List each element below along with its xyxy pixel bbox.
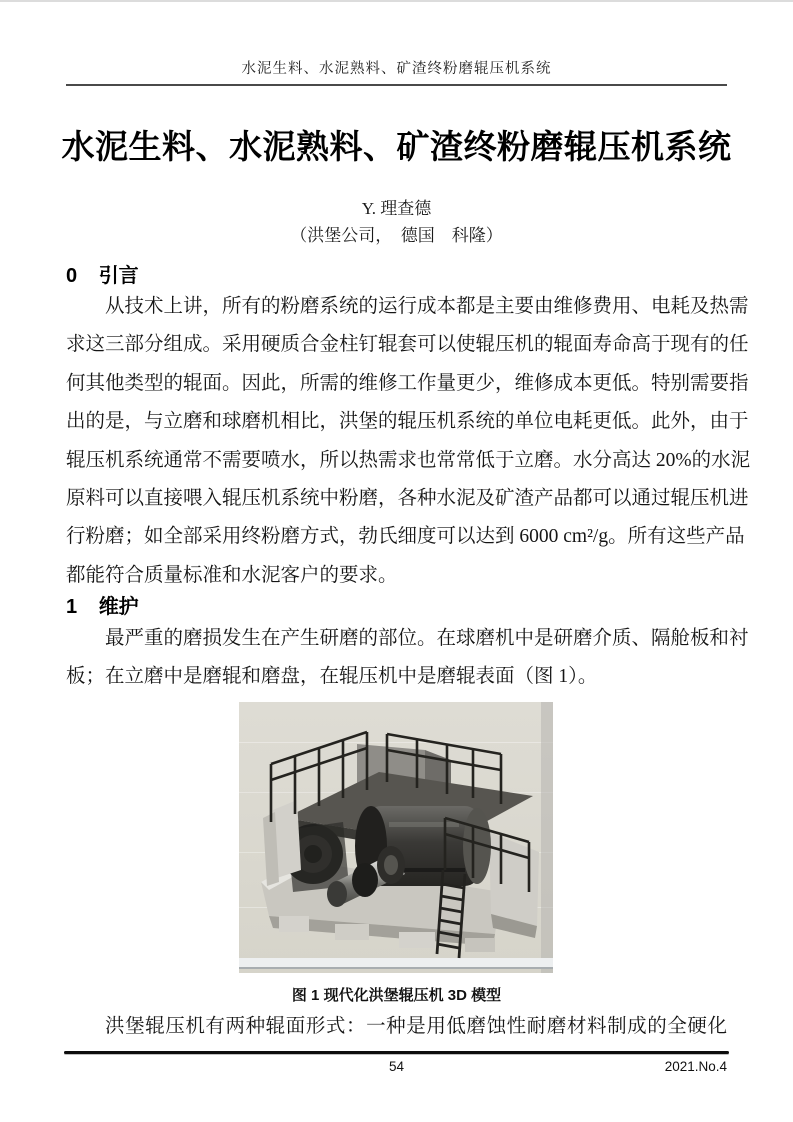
paragraph-line: 何其他类型的辊面。因此，所需的维修工作量更少，维修成本更低。特别需要指	[66, 372, 749, 394]
paragraph-line: 洪堡辊压机有两种辊面形式：一种是用低磨蚀性耐磨材料制成的全硬化	[105, 1016, 727, 1037]
paragraph-line: 最严重的磨损发生在产生研磨的部位。在球磨机中是研磨介质、隔舱板和衬	[105, 628, 749, 649]
section-0-title: 引言	[98, 265, 139, 287]
page-title: 水泥生料、水泥熟料、矿渣终粉磨辊压机系统	[61, 130, 732, 166]
running-header-title: 水泥生料、水泥熟料、矿渣终粉磨辊压机系统	[241, 61, 552, 77]
author-name: Y. 理查德	[361, 199, 432, 218]
paragraph-line: 求这三部分组成。采用硬质合金柱钉辊套可以使辊压机的辊面寿命高于现有的任	[66, 334, 749, 356]
header-rule	[66, 84, 727, 86]
paragraph-line: 出的是，与立磨和球磨机相比，洪堡的辊压机系统的单位电耗更低。此外，由于	[66, 411, 749, 433]
after-figure-paragraph	[66, 1008, 727, 1046]
paragraph-line: 辊压机系统通常不需要喷水，所以热需求也常常低于立磨。水分高达 20%的水泥	[66, 449, 751, 471]
section-1-title: 维护	[98, 596, 139, 618]
author-affiliation: （洪堡公司， 德国 科隆）	[290, 226, 503, 245]
paragraph-line: 原料可以直接喂入辊压机系统中粉磨，各种水泥及矿渣产品都可以通过辊压机进	[66, 487, 749, 509]
section-0-number: 0	[66, 265, 78, 287]
footer-rule	[64, 1051, 729, 1054]
paragraph-line: 都能符合质量标准和水泥客户的要求。	[66, 564, 398, 586]
section-0-heading	[66, 259, 139, 288]
maintenance-paragraph	[66, 620, 749, 697]
intro-paragraph	[66, 288, 751, 595]
paragraph-line: 板；在立磨中是磨辊和磨盘，在辊压机中是磨辊表面（图 1）。	[66, 666, 598, 688]
figure-1-caption: 图 1 现代化洪堡辊压机 3D 模型	[291, 987, 502, 1004]
roller-press-3d-model-image	[239, 702, 553, 973]
paragraph-line: 从技术上讲，所有的粉磨系统的运行成本都是主要由维修费用、电耗及热需	[105, 296, 749, 317]
section-1-number: 1	[66, 596, 78, 618]
page-number: 54	[388, 1059, 405, 1074]
section-1-heading	[66, 590, 139, 619]
figure-1	[239, 702, 553, 973]
page-top-edge	[0, 0, 793, 2]
issue-label: 2021.No.4	[664, 1059, 727, 1074]
paragraph-line: 行粉磨；如全部采用终粉磨方式，勃氏细度可以达到 6000 cm²/g。所有这些产品	[66, 526, 745, 548]
